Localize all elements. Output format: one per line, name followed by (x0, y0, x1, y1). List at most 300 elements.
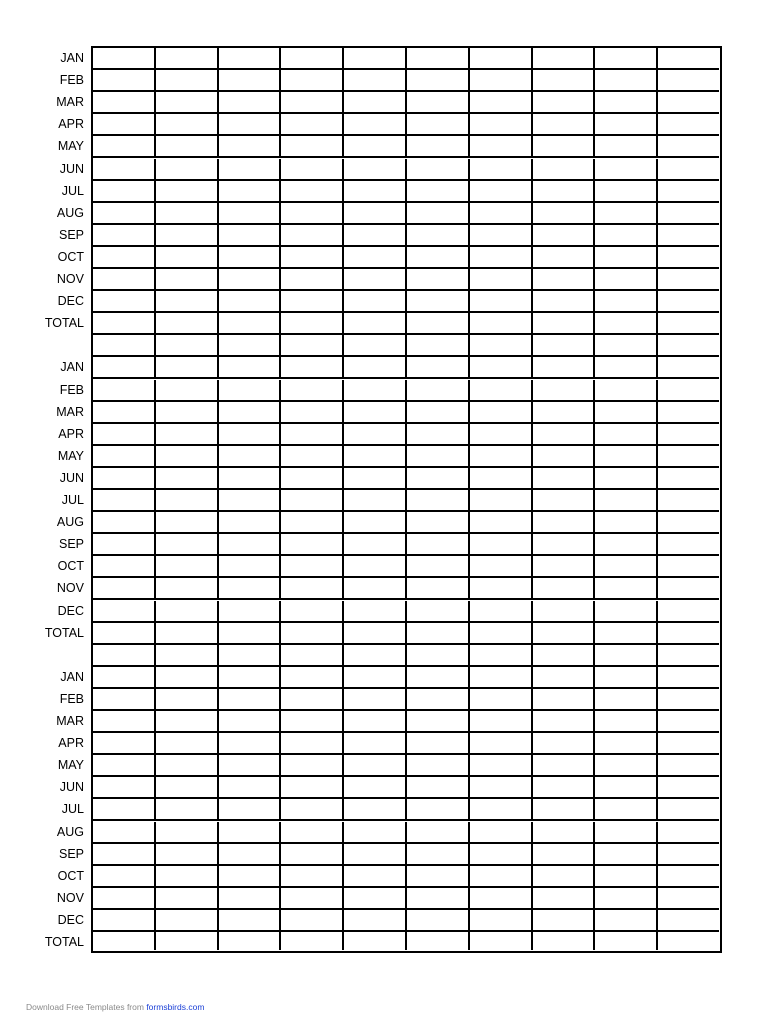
grid-cell[interactable] (156, 114, 219, 136)
grid-cell[interactable] (407, 689, 470, 711)
grid-cell[interactable] (93, 159, 156, 181)
grid-cell[interactable] (407, 490, 470, 512)
grid-cell[interactable] (344, 490, 407, 512)
grid-cell[interactable] (219, 136, 282, 158)
grid-cell[interactable] (93, 645, 156, 667)
grid-cell[interactable] (281, 623, 344, 645)
grid-cell[interactable] (533, 424, 596, 446)
grid-cell[interactable] (219, 468, 282, 490)
grid-cell[interactable] (470, 402, 533, 424)
grid-cell[interactable] (93, 313, 156, 335)
grid-cell[interactable] (219, 313, 282, 335)
grid-cell[interactable] (219, 910, 282, 932)
grid-cell[interactable] (344, 711, 407, 733)
grid-cell[interactable] (470, 70, 533, 92)
grid-cell[interactable] (156, 689, 219, 711)
grid-cell[interactable] (344, 645, 407, 667)
grid-cell[interactable] (344, 578, 407, 600)
grid-cell[interactable] (407, 203, 470, 225)
grid-cell[interactable] (93, 844, 156, 866)
grid-cell[interactable] (470, 512, 533, 534)
grid-cell[interactable] (595, 446, 658, 468)
grid-cell[interactable] (407, 755, 470, 777)
grid-cell[interactable] (470, 866, 533, 888)
grid-cell[interactable] (533, 755, 596, 777)
grid-cell[interactable] (219, 711, 282, 733)
grid-cell[interactable] (281, 755, 344, 777)
grid-cell[interactable] (219, 755, 282, 777)
grid-cell[interactable] (470, 799, 533, 821)
grid-cell[interactable] (407, 711, 470, 733)
grid-cell[interactable] (595, 623, 658, 645)
grid-cell[interactable] (533, 159, 596, 181)
grid-cell[interactable] (93, 799, 156, 821)
grid-cell[interactable] (344, 556, 407, 578)
grid-cell[interactable] (658, 711, 719, 733)
grid-cell[interactable] (595, 269, 658, 291)
grid-cell[interactable] (470, 269, 533, 291)
grid-cell[interactable] (533, 114, 596, 136)
grid-cell[interactable] (219, 490, 282, 512)
grid-cell[interactable] (470, 932, 533, 950)
grid-cell[interactable] (281, 357, 344, 379)
grid-cell[interactable] (533, 136, 596, 158)
grid-cell[interactable] (219, 380, 282, 402)
grid-cell[interactable] (156, 225, 219, 247)
grid-cell[interactable] (344, 159, 407, 181)
grid-cell[interactable] (658, 490, 719, 512)
grid-cell[interactable] (533, 291, 596, 313)
grid-cell[interactable] (533, 313, 596, 335)
grid-cell[interactable] (595, 159, 658, 181)
grid-cell[interactable] (658, 755, 719, 777)
grid-cell[interactable] (344, 335, 407, 357)
grid-cell[interactable] (407, 136, 470, 158)
grid-cell[interactable] (595, 601, 658, 623)
grid-cell[interactable] (281, 490, 344, 512)
grid-cell[interactable] (470, 910, 533, 932)
grid-cell[interactable] (156, 645, 219, 667)
grid-cell[interactable] (407, 733, 470, 755)
grid-cell[interactable] (219, 335, 282, 357)
grid-cell[interactable] (407, 159, 470, 181)
grid-cell[interactable] (344, 932, 407, 950)
grid-cell[interactable] (344, 468, 407, 490)
grid-cell[interactable] (470, 689, 533, 711)
grid-cell[interactable] (470, 777, 533, 799)
grid-cell[interactable] (93, 70, 156, 92)
grid-cell[interactable] (658, 70, 719, 92)
grid-cell[interactable] (281, 313, 344, 335)
grid-cell[interactable] (219, 159, 282, 181)
grid-cell[interactable] (595, 490, 658, 512)
grid-cell[interactable] (156, 578, 219, 600)
grid-cell[interactable] (407, 48, 470, 70)
grid-cell[interactable] (344, 247, 407, 269)
grid-cell[interactable] (156, 203, 219, 225)
grid-cell[interactable] (93, 667, 156, 689)
grid-cell[interactable] (533, 866, 596, 888)
grid-cell[interactable] (281, 866, 344, 888)
grid-cell[interactable] (407, 380, 470, 402)
grid-cell[interactable] (281, 932, 344, 950)
grid-cell[interactable] (93, 468, 156, 490)
grid-cell[interactable] (281, 380, 344, 402)
grid-cell[interactable] (658, 468, 719, 490)
grid-cell[interactable] (344, 380, 407, 402)
grid-cell[interactable] (156, 357, 219, 379)
grid-cell[interactable] (93, 402, 156, 424)
grid-cell[interactable] (407, 777, 470, 799)
grid-cell[interactable] (281, 601, 344, 623)
grid-cell[interactable] (658, 402, 719, 424)
grid-cell[interactable] (407, 866, 470, 888)
grid-cell[interactable] (156, 247, 219, 269)
grid-cell[interactable] (156, 844, 219, 866)
grid-cell[interactable] (281, 159, 344, 181)
grid-cell[interactable] (470, 711, 533, 733)
grid-cell[interactable] (344, 910, 407, 932)
grid-cell[interactable] (533, 48, 596, 70)
grid-cell[interactable] (658, 910, 719, 932)
footer-brand-link[interactable]: formsbirds.com (146, 1002, 205, 1012)
grid-cell[interactable] (93, 225, 156, 247)
grid-cell[interactable] (658, 313, 719, 335)
grid-cell[interactable] (407, 225, 470, 247)
grid-cell[interactable] (344, 534, 407, 556)
grid-cell[interactable] (595, 777, 658, 799)
grid-cell[interactable] (93, 48, 156, 70)
grid-cell[interactable] (93, 269, 156, 291)
grid-cell[interactable] (533, 203, 596, 225)
grid-cell[interactable] (533, 777, 596, 799)
grid-cell[interactable] (595, 844, 658, 866)
grid-cell[interactable] (658, 777, 719, 799)
grid-cell[interactable] (595, 225, 658, 247)
grid-cell[interactable] (93, 490, 156, 512)
grid-cell[interactable] (156, 468, 219, 490)
grid-cell[interactable] (595, 92, 658, 114)
grid-cell[interactable] (281, 711, 344, 733)
grid-cell[interactable] (595, 822, 658, 844)
grid-cell[interactable] (470, 446, 533, 468)
grid-cell[interactable] (281, 424, 344, 446)
grid-cell[interactable] (407, 468, 470, 490)
grid-cell[interactable] (470, 601, 533, 623)
grid-cell[interactable] (470, 424, 533, 446)
grid-cell[interactable] (219, 114, 282, 136)
grid-cell[interactable] (344, 136, 407, 158)
grid-cell[interactable] (93, 291, 156, 313)
grid-cell[interactable] (470, 733, 533, 755)
grid-cell[interactable] (595, 291, 658, 313)
grid-cell[interactable] (281, 910, 344, 932)
grid-cell[interactable] (595, 733, 658, 755)
grid-cell[interactable] (281, 844, 344, 866)
grid-cell[interactable] (281, 578, 344, 600)
grid-cell[interactable] (407, 932, 470, 950)
grid-cell[interactable] (219, 512, 282, 534)
grid-cell[interactable] (470, 755, 533, 777)
grid-cell[interactable] (595, 711, 658, 733)
grid-cell[interactable] (93, 335, 156, 357)
grid-cell[interactable] (595, 534, 658, 556)
grid-cell[interactable] (533, 623, 596, 645)
grid-cell[interactable] (156, 159, 219, 181)
grid-cell[interactable] (407, 357, 470, 379)
grid-cell[interactable] (470, 380, 533, 402)
grid-cell[interactable] (219, 181, 282, 203)
grid-cell[interactable] (344, 402, 407, 424)
grid-cell[interactable] (344, 623, 407, 645)
grid-cell[interactable] (344, 733, 407, 755)
grid-cell[interactable] (93, 689, 156, 711)
grid-cell[interactable] (407, 888, 470, 910)
grid-cell[interactable] (156, 291, 219, 313)
grid-cell[interactable] (533, 70, 596, 92)
grid-cell[interactable] (219, 92, 282, 114)
grid-cell[interactable] (93, 932, 156, 950)
grid-cell[interactable] (595, 888, 658, 910)
grid-cell[interactable] (219, 534, 282, 556)
grid-cell[interactable] (344, 291, 407, 313)
grid-cell[interactable] (281, 335, 344, 357)
grid-cell[interactable] (219, 601, 282, 623)
grid-cell[interactable] (658, 247, 719, 269)
grid-cell[interactable] (658, 799, 719, 821)
grid-cell[interactable] (281, 888, 344, 910)
grid-cell[interactable] (407, 92, 470, 114)
grid-cell[interactable] (533, 225, 596, 247)
grid-cell[interactable] (219, 667, 282, 689)
grid-cell[interactable] (219, 888, 282, 910)
grid-cell[interactable] (533, 556, 596, 578)
grid-cell[interactable] (533, 932, 596, 950)
grid-cell[interactable] (156, 70, 219, 92)
grid-cell[interactable] (658, 888, 719, 910)
grid-cell[interactable] (344, 92, 407, 114)
grid-cell[interactable] (156, 556, 219, 578)
grid-cell[interactable] (407, 578, 470, 600)
grid-cell[interactable] (407, 313, 470, 335)
grid-cell[interactable] (93, 556, 156, 578)
grid-cell[interactable] (658, 335, 719, 357)
grid-cell[interactable] (219, 777, 282, 799)
grid-cell[interactable] (93, 92, 156, 114)
grid-cell[interactable] (281, 70, 344, 92)
grid-cell[interactable] (407, 799, 470, 821)
grid-cell[interactable] (470, 48, 533, 70)
grid-cell[interactable] (344, 799, 407, 821)
grid-cell[interactable] (93, 866, 156, 888)
grid-cell[interactable] (470, 468, 533, 490)
grid-cell[interactable] (533, 357, 596, 379)
grid-cell[interactable] (219, 822, 282, 844)
grid-cell[interactable] (470, 667, 533, 689)
grid-cell[interactable] (407, 822, 470, 844)
grid-cell[interactable] (533, 335, 596, 357)
grid-cell[interactable] (658, 578, 719, 600)
grid-cell[interactable] (533, 534, 596, 556)
grid-cell[interactable] (658, 667, 719, 689)
grid-cell[interactable] (219, 645, 282, 667)
grid-cell[interactable] (470, 291, 533, 313)
grid-cell[interactable] (407, 512, 470, 534)
grid-cell[interactable] (470, 335, 533, 357)
grid-cell[interactable] (470, 203, 533, 225)
grid-cell[interactable] (93, 136, 156, 158)
grid-cell[interactable] (470, 534, 533, 556)
grid-cell[interactable] (156, 335, 219, 357)
grid-cell[interactable] (533, 468, 596, 490)
grid-cell[interactable] (470, 247, 533, 269)
grid-cell[interactable] (658, 623, 719, 645)
grid-cell[interactable] (595, 468, 658, 490)
grid-cell[interactable] (407, 667, 470, 689)
grid-cell[interactable] (156, 932, 219, 950)
grid-cell[interactable] (470, 645, 533, 667)
grid-cell[interactable] (470, 159, 533, 181)
grid-cell[interactable] (595, 689, 658, 711)
grid-cell[interactable] (658, 92, 719, 114)
grid-cell[interactable] (281, 645, 344, 667)
grid-cell[interactable] (533, 689, 596, 711)
grid-cell[interactable] (595, 70, 658, 92)
grid-cell[interactable] (93, 512, 156, 534)
grid-cell[interactable] (344, 203, 407, 225)
grid-cell[interactable] (658, 136, 719, 158)
grid-cell[interactable] (470, 822, 533, 844)
grid-cell[interactable] (156, 424, 219, 446)
grid-cell[interactable] (219, 357, 282, 379)
grid-cell[interactable] (533, 667, 596, 689)
grid-cell[interactable] (281, 136, 344, 158)
grid-cell[interactable] (93, 203, 156, 225)
grid-cell[interactable] (344, 114, 407, 136)
grid-cell[interactable] (93, 446, 156, 468)
grid-cell[interactable] (658, 159, 719, 181)
grid-cell[interactable] (595, 48, 658, 70)
grid-cell[interactable] (658, 932, 719, 950)
grid-cell[interactable] (93, 578, 156, 600)
grid-cell[interactable] (658, 181, 719, 203)
grid-cell[interactable] (219, 623, 282, 645)
grid-cell[interactable] (533, 181, 596, 203)
grid-cell[interactable] (156, 822, 219, 844)
grid-cell[interactable] (344, 866, 407, 888)
grid-cell[interactable] (281, 291, 344, 313)
grid-cell[interactable] (407, 424, 470, 446)
grid-cell[interactable] (470, 888, 533, 910)
grid-cell[interactable] (407, 335, 470, 357)
grid-cell[interactable] (219, 424, 282, 446)
grid-cell[interactable] (344, 689, 407, 711)
grid-cell[interactable] (93, 424, 156, 446)
grid-cell[interactable] (595, 578, 658, 600)
grid-cell[interactable] (407, 181, 470, 203)
grid-cell[interactable] (407, 844, 470, 866)
grid-cell[interactable] (533, 269, 596, 291)
grid-cell[interactable] (595, 313, 658, 335)
grid-cell[interactable] (533, 446, 596, 468)
grid-cell[interactable] (344, 357, 407, 379)
grid-cell[interactable] (93, 247, 156, 269)
grid-cell[interactable] (219, 247, 282, 269)
grid-cell[interactable] (533, 910, 596, 932)
grid-cell[interactable] (156, 601, 219, 623)
grid-cell[interactable] (219, 844, 282, 866)
grid-cell[interactable] (156, 136, 219, 158)
grid-cell[interactable] (156, 512, 219, 534)
grid-cell[interactable] (93, 910, 156, 932)
grid-cell[interactable] (156, 313, 219, 335)
grid-cell[interactable] (595, 380, 658, 402)
grid-cell[interactable] (281, 468, 344, 490)
grid-cell[interactable] (407, 556, 470, 578)
grid-cell[interactable] (281, 777, 344, 799)
grid-cell[interactable] (470, 623, 533, 645)
grid-cell[interactable] (344, 888, 407, 910)
grid-cell[interactable] (658, 48, 719, 70)
grid-cell[interactable] (470, 556, 533, 578)
grid-cell[interactable] (407, 910, 470, 932)
grid-cell[interactable] (595, 114, 658, 136)
grid-cell[interactable] (156, 402, 219, 424)
grid-cell[interactable] (658, 512, 719, 534)
grid-cell[interactable] (595, 866, 658, 888)
grid-cell[interactable] (156, 269, 219, 291)
grid-cell[interactable] (407, 534, 470, 556)
grid-cell[interactable] (533, 490, 596, 512)
grid-cell[interactable] (470, 92, 533, 114)
grid-cell[interactable] (658, 866, 719, 888)
grid-cell[interactable] (595, 799, 658, 821)
grid-cell[interactable] (219, 799, 282, 821)
grid-cell[interactable] (344, 70, 407, 92)
grid-cell[interactable] (344, 48, 407, 70)
grid-cell[interactable] (281, 181, 344, 203)
grid-cell[interactable] (281, 689, 344, 711)
grid-cell[interactable] (407, 446, 470, 468)
grid-cell[interactable] (658, 357, 719, 379)
grid-cell[interactable] (281, 48, 344, 70)
grid-cell[interactable] (93, 711, 156, 733)
grid-cell[interactable] (219, 48, 282, 70)
grid-cell[interactable] (344, 181, 407, 203)
grid-cell[interactable] (156, 733, 219, 755)
grid-cell[interactable] (344, 313, 407, 335)
grid-cell[interactable] (658, 733, 719, 755)
grid-cell[interactable] (533, 380, 596, 402)
grid-cell[interactable] (344, 755, 407, 777)
grid-cell[interactable] (344, 777, 407, 799)
grid-cell[interactable] (93, 777, 156, 799)
grid-cell[interactable] (470, 136, 533, 158)
grid-cell[interactable] (281, 556, 344, 578)
grid-cell[interactable] (658, 601, 719, 623)
grid-cell[interactable] (93, 380, 156, 402)
grid-cell[interactable] (156, 888, 219, 910)
grid-cell[interactable] (533, 888, 596, 910)
grid-cell[interactable] (595, 556, 658, 578)
grid-cell[interactable] (407, 645, 470, 667)
grid-cell[interactable] (658, 446, 719, 468)
grid-cell[interactable] (658, 534, 719, 556)
grid-cell[interactable] (156, 446, 219, 468)
grid-cell[interactable] (533, 247, 596, 269)
grid-cell[interactable] (407, 70, 470, 92)
grid-cell[interactable] (658, 689, 719, 711)
